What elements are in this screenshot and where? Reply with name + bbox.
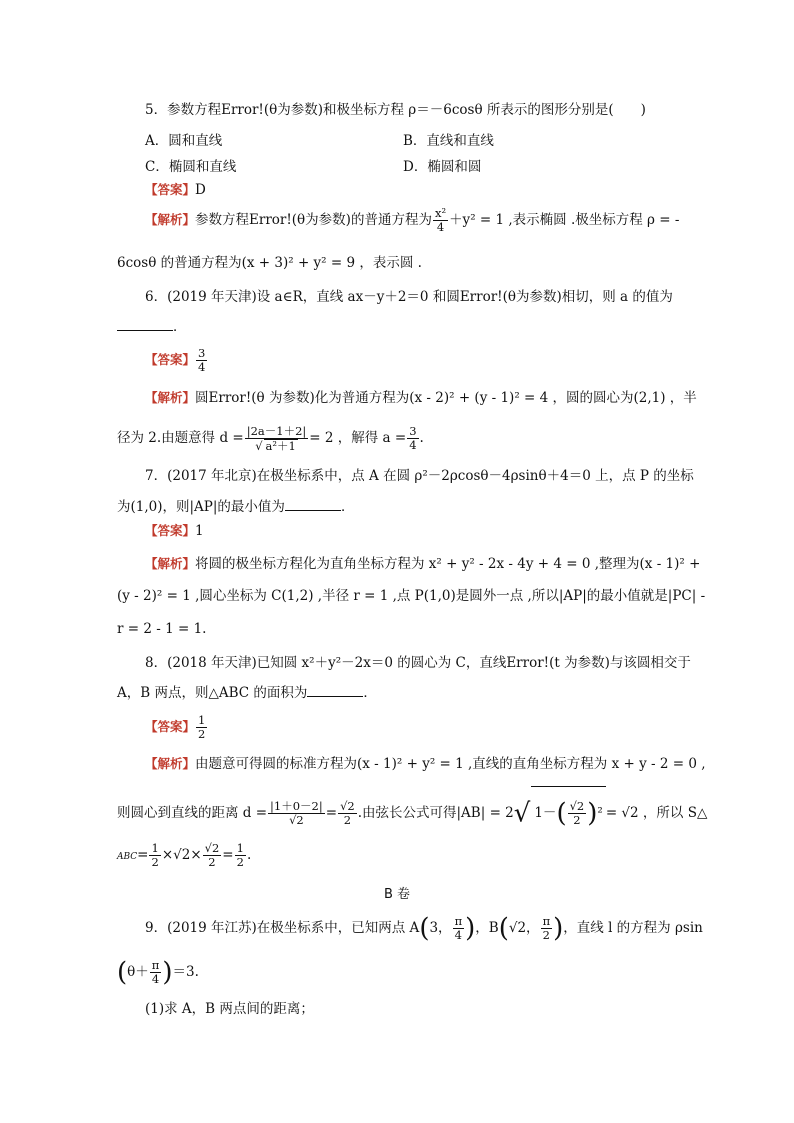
q5-analysis-line-1 xyxy=(145,207,679,234)
q8-stem-line-2: A，B 两点，则△ABC 的面积为 ． xyxy=(117,685,377,701)
fraction-1-over-2: $\frac{1}{2}$ xyxy=(198,713,206,741)
q7-stem-line-2: 为(1,0)，则|AP|的最小值为 ． xyxy=(117,499,355,515)
answer-tag: 【答案】 xyxy=(145,352,196,367)
q7-stem-line-1: 7．(2017 年北京)在极坐标系中，点 A 在圆 ρ²－2ρcosθ－4ρsinθ＋4＝0 上，点 P 的坐标 xyxy=(145,468,694,484)
answer-blank xyxy=(307,684,363,697)
q5-stem: 5．参数方程Error!(θ为参数)和极坐标方程 ρ＝－6cosθ 所表示的图形分别是( ) xyxy=(145,102,646,118)
q6-answer xyxy=(145,343,208,377)
fraction-1-over-2: $\frac{1}{2}$ xyxy=(236,841,244,869)
q8-analysis-line-2: 则圆心到直线的距离 d = $\frac{|1+0-2|}{√2}$ = $\frac{√2}{2}$ .由弦长公式可得|AB| = 2√ 1－( $\frac{√2}{2}$ )² = √2 ，所以 S△ xyxy=(117,786,707,830)
q5-answer xyxy=(145,181,206,199)
fraction-1-over-2: $\frac{1}{2}$ xyxy=(151,841,159,869)
q7-analysis-line-2: (y - 2)² = 1 ,圆心坐标为 C(1,2) ,半径 r = 1 ,点 P(1,0)是圆外一点 ,所以|AP|的最小值就是|PC| - xyxy=(117,588,706,604)
fraction-pi-over-4: $\frac{\pi}{4}$ xyxy=(151,958,160,986)
q5-option-c: C．椭圆和直线 xyxy=(145,159,237,175)
fraction-root2-over-2: $\frac{√2}{2}$ xyxy=(569,799,585,827)
q8-stem-line-1: 8．(2018 年天津)已知圆 x²＋y²－2x＝0 的圆心为 C，直线Error!(t 为参数)与该圆相交于 xyxy=(145,655,691,671)
analysis-tag: 【解析】 xyxy=(145,390,196,405)
q7-analysis-line-1: 【解析】将圆的极坐标方程化为直角坐标方程为 x² + y² - 2x - 4y + 4 = 0 ,整理为(x - 1)² + xyxy=(145,556,701,572)
distance-fraction: |2a－1＋2| √ a²＋1 xyxy=(245,425,309,453)
q8-analysis-line-1: 【解析】由题意可得圆的标准方程为(x - 1)² + y² = 1 ,直线的直角坐标方程为 x + y - 2 = 0 , xyxy=(145,756,706,772)
q8-answer xyxy=(145,710,208,744)
analysis-tag: 【解析】 xyxy=(145,756,196,771)
fraction-pi-over-4: $\frac{\pi}{4}$ xyxy=(454,914,463,942)
analysis-tag: 【解析】 xyxy=(145,212,196,227)
q8-analysis-line-3: ABC= $\frac{1}{2}$ ×√2× $\frac{√2}{2}$ = $\frac{1}{2}$ . xyxy=(117,841,252,869)
fraction-root2-over-2: $\frac{√2}{2}$ xyxy=(340,799,355,827)
q5-option-b: B．直线和直线 xyxy=(403,133,494,149)
answer-blank xyxy=(117,318,173,331)
q7-analysis-line-3: r = 2 - 1 = 1. xyxy=(117,621,207,637)
answer-tag: 【答案】 xyxy=(145,182,196,197)
analysis-tag: 【解析】 xyxy=(145,556,196,571)
q5-analysis-line-2: 6cosθ 的普通方程为(x + 3)² + y² = 9 ，表示圆 . xyxy=(117,255,422,271)
fraction-pi-over-2: $\frac{\pi}{2}$ xyxy=(542,914,551,942)
fraction-3-over-4: $\frac{3}{4}$ xyxy=(198,346,206,374)
q9-stem-line-1: 9．(2019 年江苏)在极坐标系中，已知两点 A(3， $\frac{\pi}{4}$ )，B(√2， $\frac{\pi}{2}$ )，直线 l 的方程为 ρsin xyxy=(145,913,703,944)
q7-answer: 【答案】1 xyxy=(145,523,204,539)
fraction-x2-over-4: $\frac{\text{x²}}{4}$ xyxy=(434,206,447,234)
answer-value: D xyxy=(195,182,206,198)
chord-length-radical: 1－( $\frac{√2}{2}$ )² xyxy=(531,786,605,836)
fraction-root2-over-2: $\frac{√2}{2}$ xyxy=(204,841,220,869)
q6-stem-line-2: ． xyxy=(117,318,187,336)
analysis-text: ＋y² = 1 ,表示椭圆 .极坐标方程 ρ = - xyxy=(449,212,680,228)
distance-fraction: $\frac{|1+0-2|}{√2}$ xyxy=(270,799,323,827)
q5-option-a: A．圆和直线 xyxy=(145,133,223,149)
q9-stem-line-2: (θ＋ $\frac{\pi}{4}$ )＝3. xyxy=(117,957,199,988)
q6-analysis-line-1: 【解析】圆Error!(θ 为参数)化为普通方程为(x - 2)² + (y - 1)² = 4 ，圆的圆心为(2,1) ，半 xyxy=(145,390,697,406)
analysis-text: 参数方程Error!(θ为参数)的普通方程为 xyxy=(195,212,432,228)
q6-stem-line-1: 6．(2019 年天津)设 a∈R，直线 ax－y＋2＝0 和圆Error!(θ为参数)相切，则 a 的值为 xyxy=(145,289,673,305)
answer-blank xyxy=(285,498,341,511)
fraction-3-over-4: $\frac{3}{4}$ xyxy=(409,424,417,452)
section-title-b: B 卷 xyxy=(383,887,411,902)
q5-option-d: D．椭圆和圆 xyxy=(403,159,482,175)
answer-tag: 【答案】 xyxy=(145,719,196,734)
answer-tag: 【答案】 xyxy=(145,523,196,538)
q6-analysis-line-2: 径为 2.由题意得 d = |2a－1＋2| √ a²＋1 = 2 ，解得 a = $\frac{3}{4}$ . xyxy=(117,421,424,455)
q9-part-1: (1)求 A，B 两点间的距离； xyxy=(145,1001,314,1017)
